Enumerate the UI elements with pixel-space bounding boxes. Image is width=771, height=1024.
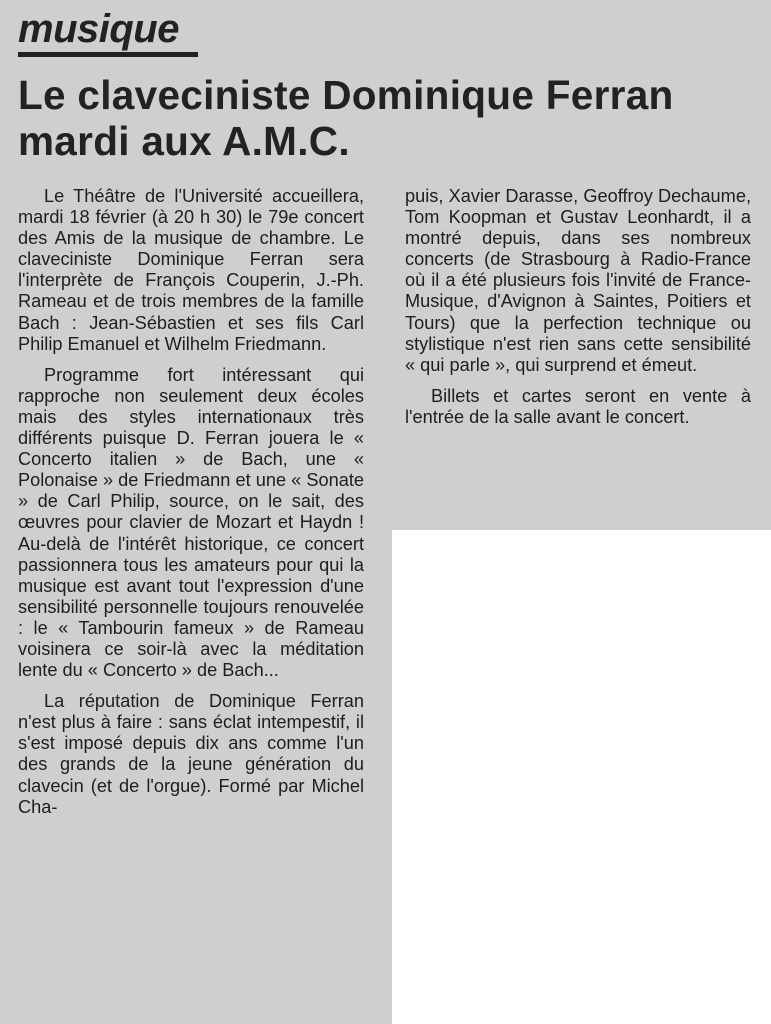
paragraph-continued: puis, Xavier Darasse, Geoffroy Dechaume, Tom Koopman et Gustav Leonhardt, il a montré depuis, dans ses nombreux concerts (de Strasbourg à Radio-France où il a été plusieurs fois l'invité de France-Musique, d'Avignon à Saintes, Poitiers et Tours) que la perfection technique ou stylistique n'est rien sans cette sensibilité « qui parle », qui surprend et émeut. xyxy=(405,186,751,375)
blank-area xyxy=(392,530,771,1024)
article-headline: Le claveciniste Dominique Ferran mardi aux A.M.C. xyxy=(18,72,674,164)
paragraph-programme: Programme fort intéressant qui rapproche non seulement deux écoles mais des styles internationaux très différents puisque D. Ferran jouera le « Concerto italien » de Bach, une « Polonaise » de Friedmann et une « Sonate » de Carl Philip, source, on le sait, des œuvres pour clavier de Mozart et Haydn ! Au-delà de l'intérêt historique, ce concert passionnera tous les amateurs pour qui la musique est avant tout l'expression d'une sensibilité personnelle toujours renouvelée : le « Tambourin fameux » de Rameau voisinera ce soir-là avec la méditation lente du « Concerto » de Bach... xyxy=(18,364,364,681)
rubric-underline xyxy=(18,52,198,57)
paragraph-reputation: La réputation de Dominique Ferran n'est plus à faire : sans éclat intempestif, il s'est imposé depuis dix ans comme l'un des grands de la jeune génération du clavecin (et de l'orgue). Formé par Michel Cha- xyxy=(18,691,364,817)
paragraph-intro: Le Théâtre de l'Université accueillera, mardi 18 février (à 20 h 30) le 79e concert des Amis de la musique de chambre. Le claveciniste Dominique Ferran sera l'interprète de François Couperin, J.-Ph. Rameau et de trois membres de la famille Bach : Jean-Sébastien et ses fils Carl Philip Emanuel et Wilhelm Friedmann. xyxy=(18,186,364,354)
section-rubric: musique xyxy=(18,7,179,51)
article-column-right xyxy=(405,186,751,438)
paragraph-tickets: Billets et cartes seront en vente à l'entrée de la salle avant le concert. xyxy=(405,385,751,427)
article-column-left xyxy=(18,186,364,828)
